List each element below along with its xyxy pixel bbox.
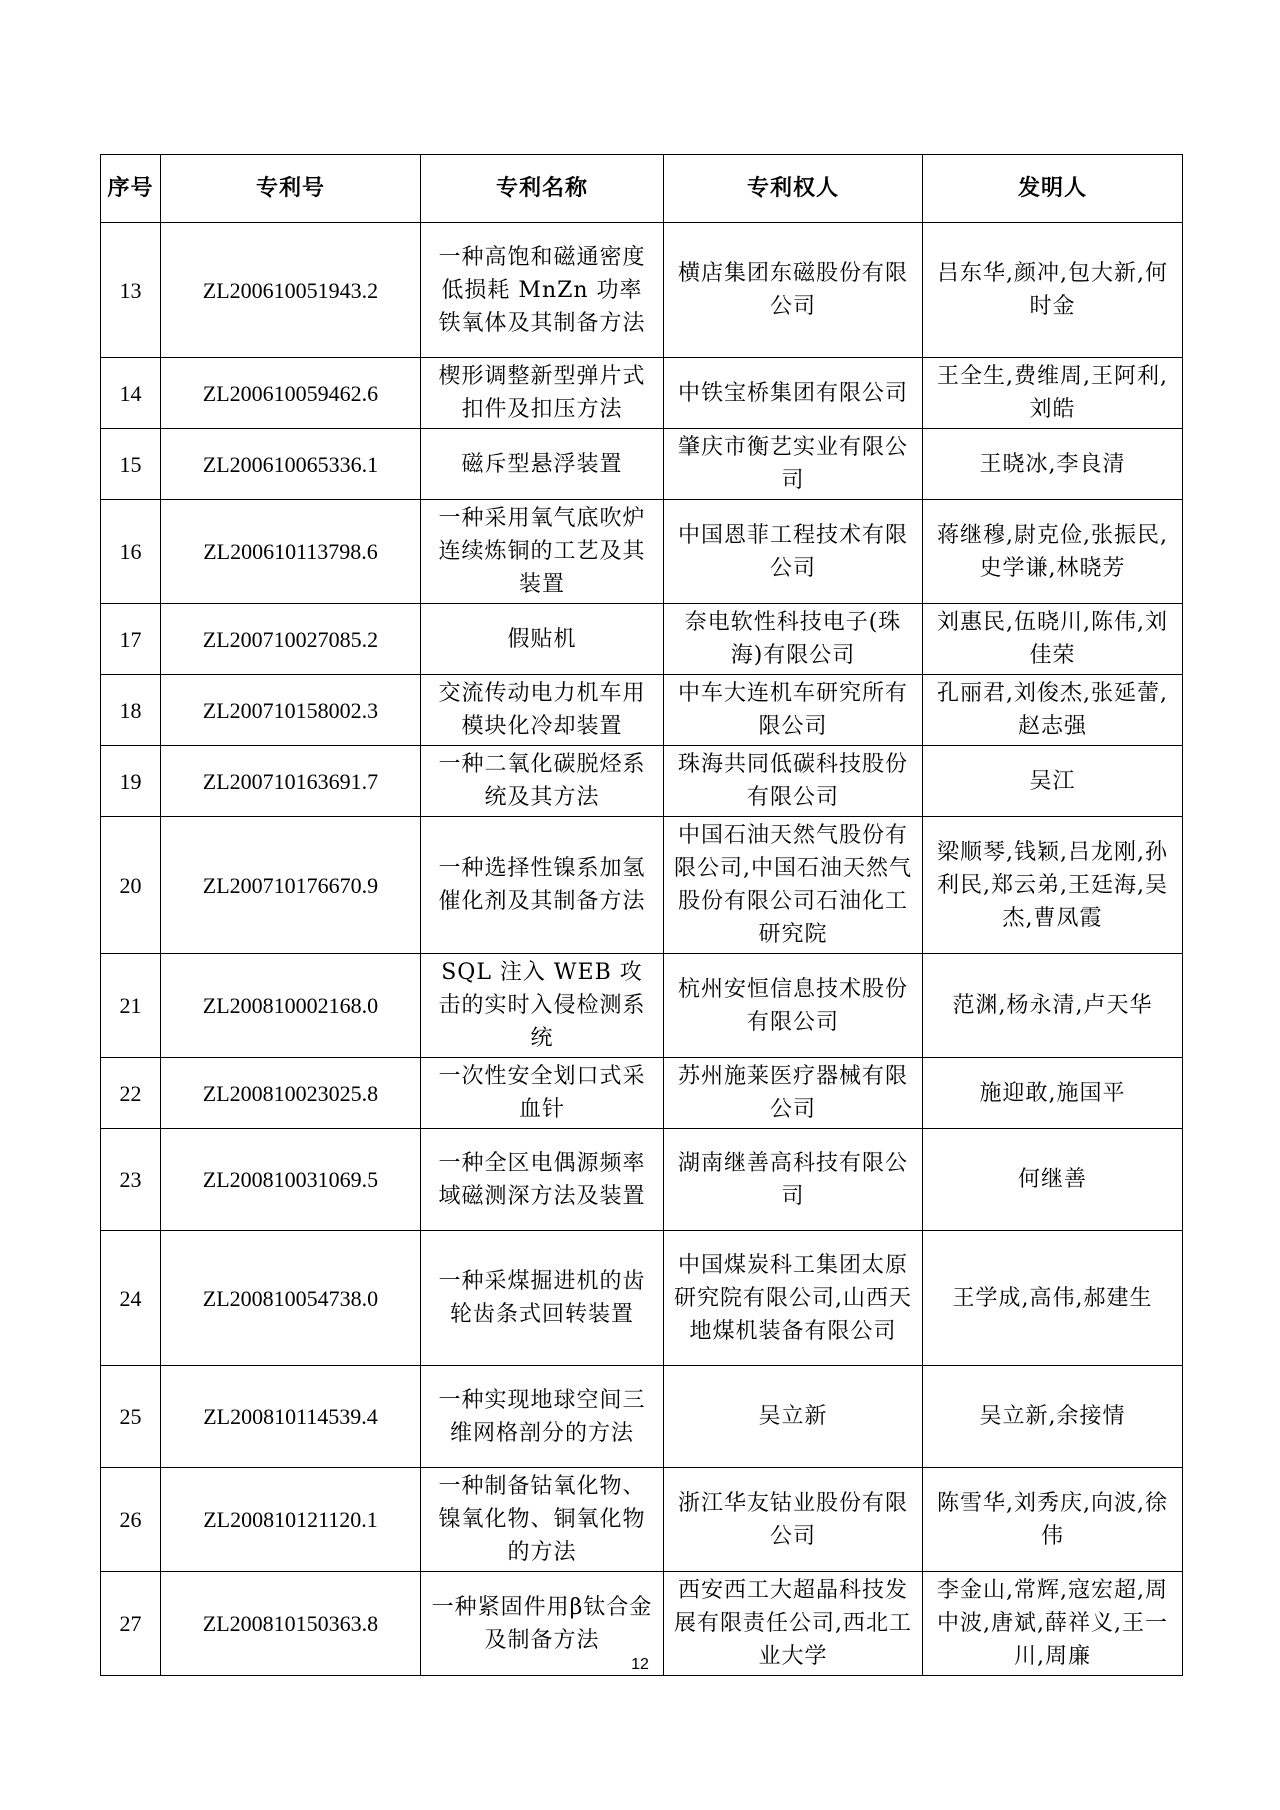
table-row xyxy=(101,500,1183,604)
cell-index: 20 xyxy=(101,817,161,954)
table-row xyxy=(101,604,1183,675)
table-row xyxy=(101,223,1183,358)
header-index: 序号 xyxy=(101,155,161,223)
table-body xyxy=(101,223,1183,1676)
cell-patent-no: ZL200710176670.9 xyxy=(161,817,421,954)
cell-inventor: 王晓冰,李良清 xyxy=(923,429,1183,500)
cell-inventor: 李金山,常辉,寇宏超,周中波,唐斌,薛祥义,王一川,周廉 xyxy=(923,1572,1183,1676)
table-row xyxy=(101,954,1183,1058)
cell-inventor: 陈雪华,刘秀庆,向波,徐伟 xyxy=(923,1468,1183,1572)
cell-patent-name: SQL 注入 WEB 攻击的实时入侵检测系统 xyxy=(421,954,664,1058)
cell-holder: 浙江华友钴业股份有限公司 xyxy=(664,1468,923,1572)
cell-patent-name: 一种选择性镍系加氢催化剂及其制备方法 xyxy=(421,817,664,954)
cell-inventor: 蒋继穆,尉克俭,张振民,史学谦,林晓芳 xyxy=(923,500,1183,604)
cell-patent-name: 一种实现地球空间三维网格剖分的方法 xyxy=(421,1366,664,1468)
cell-holder: 杭州安恒信息技术股份有限公司 xyxy=(664,954,923,1058)
cell-index: 13 xyxy=(101,223,161,358)
cell-inventor: 何继善 xyxy=(923,1129,1183,1231)
cell-holder: 吴立新 xyxy=(664,1366,923,1468)
cell-index: 16 xyxy=(101,500,161,604)
header-patent-name: 专利名称 xyxy=(421,155,664,223)
cell-holder: 湖南继善高科技有限公司 xyxy=(664,1129,923,1231)
cell-index: 21 xyxy=(101,954,161,1058)
cell-inventor: 孔丽君,刘俊杰,张延蕾,赵志强 xyxy=(923,675,1183,746)
table-row xyxy=(101,817,1183,954)
cell-patent-no: ZL200610065336.1 xyxy=(161,429,421,500)
cell-patent-name: 交流传动电力机车用模块化冷却装置 xyxy=(421,675,664,746)
header-holder: 专利权人 xyxy=(664,155,923,223)
table-row xyxy=(101,1231,1183,1366)
cell-patent-no: ZL200710163691.7 xyxy=(161,746,421,817)
cell-patent-no: ZL200810114539.4 xyxy=(161,1366,421,1468)
cell-holder: 西安西工大超晶科技发展有限责任公司,西北工业大学 xyxy=(664,1572,923,1676)
cell-patent-no: ZL200610051943.2 xyxy=(161,223,421,358)
cell-inventor: 王学成,高伟,郝建生 xyxy=(923,1231,1183,1366)
cell-index: 17 xyxy=(101,604,161,675)
cell-holder: 肇庆市衡艺实业有限公司 xyxy=(664,429,923,500)
cell-inventor: 梁顺琴,钱颖,吕龙刚,孙利民,郑云弟,王廷海,吴杰,曹凤霞 xyxy=(923,817,1183,954)
cell-patent-no: ZL200810002168.0 xyxy=(161,954,421,1058)
table-row xyxy=(101,1058,1183,1129)
cell-inventor: 刘惠民,伍晓川,陈伟,刘佳荣 xyxy=(923,604,1183,675)
table-header-row xyxy=(101,155,1183,223)
page-number: 12 xyxy=(631,1656,649,1673)
header-inventor: 发明人 xyxy=(923,155,1183,223)
cell-index: 18 xyxy=(101,675,161,746)
cell-patent-no: ZL200810023025.8 xyxy=(161,1058,421,1129)
cell-patent-name: 假贴机 xyxy=(421,604,664,675)
cell-holder: 奈电软性科技电子(珠海)有限公司 xyxy=(664,604,923,675)
cell-patent-name: 磁斥型悬浮装置 xyxy=(421,429,664,500)
cell-index: 24 xyxy=(101,1231,161,1366)
cell-inventor: 吴江 xyxy=(923,746,1183,817)
cell-holder: 中车大连机车研究所有限公司 xyxy=(664,675,923,746)
cell-patent-no: ZL200610059462.6 xyxy=(161,358,421,429)
table-row xyxy=(101,675,1183,746)
table-row xyxy=(101,1468,1183,1572)
cell-index: 25 xyxy=(101,1366,161,1468)
cell-inventor: 王全生,费维周,王阿利,刘皓 xyxy=(923,358,1183,429)
header-patent-no: 专利号 xyxy=(161,155,421,223)
cell-patent-no: ZL200710027085.2 xyxy=(161,604,421,675)
cell-index: 14 xyxy=(101,358,161,429)
cell-holder: 苏州施莱医疗器械有限公司 xyxy=(664,1058,923,1129)
table-row xyxy=(101,429,1183,500)
cell-patent-no: ZL200810031069.5 xyxy=(161,1129,421,1231)
table-row xyxy=(101,1366,1183,1468)
cell-index: 15 xyxy=(101,429,161,500)
cell-index: 23 xyxy=(101,1129,161,1231)
cell-patent-name: 一次性安全划口式采血针 xyxy=(421,1058,664,1129)
cell-patent-no: ZL200810054738.0 xyxy=(161,1231,421,1366)
cell-patent-name: 楔形调整新型弹片式扣件及扣压方法 xyxy=(421,358,664,429)
cell-holder: 横店集团东磁股份有限公司 xyxy=(664,223,923,358)
cell-patent-name: 一种高饱和磁通密度低损耗 MnZn 功率铁氧体及其制备方法 xyxy=(421,223,664,358)
cell-patent-name: 一种二氧化碳脱烃系统及其方法 xyxy=(421,746,664,817)
cell-patent-name: 一种紧固件用β钛合金及制备方法 xyxy=(421,1572,664,1676)
table-row xyxy=(101,358,1183,429)
cell-patent-no: ZL200810150363.8 xyxy=(161,1572,421,1676)
cell-inventor: 吴立新,余接情 xyxy=(923,1366,1183,1468)
cell-patent-no: ZL200610113798.6 xyxy=(161,500,421,604)
patent-table xyxy=(100,154,1183,1676)
cell-index: 19 xyxy=(101,746,161,817)
cell-holder: 中国恩菲工程技术有限公司 xyxy=(664,500,923,604)
cell-holder: 珠海共同低碳科技股份有限公司 xyxy=(664,746,923,817)
cell-patent-no: ZL200810121120.1 xyxy=(161,1468,421,1572)
cell-holder: 中国煤炭科工集团太原研究院有限公司,山西天地煤机装备有限公司 xyxy=(664,1231,923,1366)
cell-inventor: 施迎敢,施国平 xyxy=(923,1058,1183,1129)
cell-index: 27 xyxy=(101,1572,161,1676)
table-row xyxy=(101,746,1183,817)
cell-index: 22 xyxy=(101,1058,161,1129)
cell-patent-no: ZL200710158002.3 xyxy=(161,675,421,746)
cell-patent-name: 一种制备钴氧化物、镍氧化物、铜氧化物的方法 xyxy=(421,1468,664,1572)
cell-patent-name: 一种全区电偶源频率域磁测深方法及装置 xyxy=(421,1129,664,1231)
table-row xyxy=(101,1129,1183,1231)
cell-holder: 中铁宝桥集团有限公司 xyxy=(664,358,923,429)
cell-inventor: 吕东华,颜冲,包大新,何时金 xyxy=(923,223,1183,358)
cell-inventor: 范渊,杨永清,卢天华 xyxy=(923,954,1183,1058)
cell-patent-name: 一种采用氧气底吹炉连续炼铜的工艺及其装置 xyxy=(421,500,664,604)
cell-holder: 中国石油天然气股份有限公司,中国石油天然气股份有限公司石油化工研究院 xyxy=(664,817,923,954)
cell-patent-name: 一种采煤掘进机的齿轮齿条式回转装置 xyxy=(421,1231,664,1366)
cell-index: 26 xyxy=(101,1468,161,1572)
